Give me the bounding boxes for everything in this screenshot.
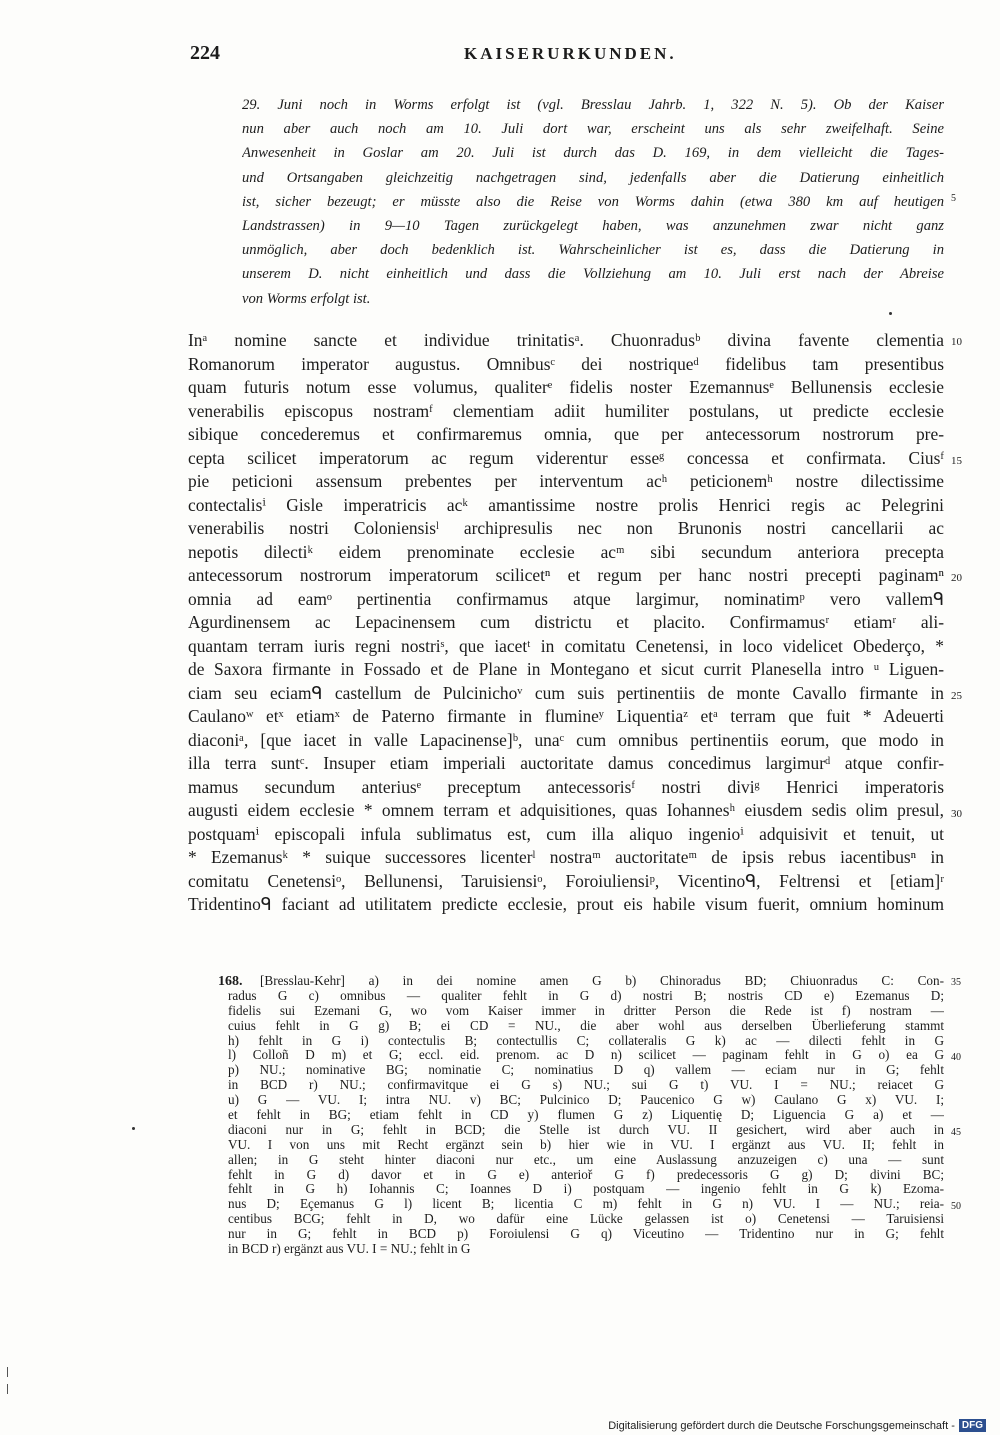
line-number: 5	[951, 193, 956, 204]
charter-line: * Ezemanusᵏ * suique successores licenterˡ nostraᵐ auctoritateᵐ de ipsis rebus iacentibusⁿ in	[188, 847, 944, 867]
intro-commentary	[242, 93, 944, 311]
footnote-line: p) NU.; nominative BG; nominatie C; nominatius D q) vallem — eciam nur in G; fehlt	[228, 1063, 944, 1078]
charter-line: Inᵃ nomine sancte et individue trinitatisᵃ. Chuonradusᵇ divina favente clementia	[188, 330, 944, 350]
footnote-line: nur in G; fehlt in BCD p) Foroiulensi G q) Viceutino — Tridentino nur in G; fehlt	[228, 1227, 944, 1242]
charter-line: pie peticioni assensum prebentes per interventum acʰ peticionemʰ nostre dilectissime	[188, 471, 944, 491]
scan-tick	[7, 1384, 8, 1394]
page-number: 224	[190, 42, 220, 64]
charter-line: Romanorum imperator augustus. Omnibusᶜ dei nostriqueᵈ fidelibus tam presentibus	[188, 353, 944, 374]
footnote-line: u) G — VU. I; intra NU. v) BC; Pulcinico D; Paucenico G w) Caulano G x) VU. I;	[228, 1093, 944, 1108]
line-number: 15	[951, 455, 962, 467]
footnote-line: allen; in G steht hinter diaconi nur etc., um eine Auslassung anzuzeigen c) una — sunt	[228, 1152, 944, 1167]
charter-line: Agurdinensem ac Lepacinensem cum districtu et placito. Confirmamusʳ etiamʳ ali-	[188, 612, 944, 632]
charter-line: antecessorum nostrorum imperatorum scilicetⁿ et regum per hanc nostri precepti paginamⁿ	[188, 565, 944, 585]
footnote-line: et fehlt in BG; etiam fehlt in CD y) flumen G z) Liquentię D; Liguencia G a) et —	[228, 1108, 944, 1123]
line-number: 10	[951, 336, 962, 348]
charter-line: venerabilis episcopus nostramᶠ clementiam adiit humiliter postulans, ut predicte ecclesie	[188, 400, 944, 421]
intro-line: unmöglich, aber doch bedenklich ist. Wahrscheinlicher ist es, dass die Datierung in	[242, 242, 944, 259]
scan-tick	[7, 1367, 8, 1377]
footnote-line: cuius fehlt in G g) B; ei CD = NU., die aber wohl aus derselben Überlieferung stammt	[228, 1018, 944, 1033]
charter-line: augusti eidem ecclesie * omnem terram et adquisitiones, quas Iohannesʰ eiusdem sedis olim presul,	[188, 800, 944, 820]
charter-line: cepta scilicet imperatorum ac regum viderentur esseᵍ concessa et confirmata. Ciusᶠ	[188, 447, 944, 468]
charter-line: de Saxora firmante in Fossado et de Plane in Montegano et sicut currit Planesella intro ᵘ Liguen-	[188, 659, 944, 679]
scan-speck	[132, 1127, 135, 1130]
footnote-line: [Bresslau-Kehr] a) in dei nomine amen G b) Chinoradus BD; Chiuonradus C: Con-	[260, 974, 944, 988]
line-number: 40	[951, 1052, 961, 1063]
intro-line: Landstrassen) in 9—10 Tagen zurückgelegt haben, was anzunehmen zwar nicht ganz	[242, 217, 944, 234]
intro-line: unserem D. nicht einheitlich und dass die Vollziehung am 10. Juli erst nach der Abreise	[242, 266, 944, 283]
charter-line: comitatu Cenetensiᵒ, Bellunensi, Taruisiensiᵒ, Foroiuliensiᵖ, Vicentinoᑫ, Feltrensi et [etiam]ʳ	[188, 870, 944, 891]
charter-line: Caulanoʷ etˣ etiamˣ de Paterno firmante in flumineʸ Liquentiaᶻ etᵃ terram que fuit * Adeuerti	[188, 706, 944, 726]
charter-line: postquamⁱ episcopali infula sublimatus est, cum illa aliquo ingenioⁱ adquisivit et tenuit, ut	[188, 823, 944, 844]
footnote-line: h) fehlt in G i) contectulis B; contectullis C; collateralis G k) ac — dilecti fehlt in G	[228, 1033, 944, 1048]
footnotes	[218, 974, 944, 1257]
scan-speck	[889, 312, 892, 315]
footnote-line: centibus BCG; fehlt in D, wo dafür eine Lücke gelassen ist o) Cenetensi — Taruisiensi	[228, 1212, 944, 1227]
intro-line: Anwesenheit in Goslar am 20. Juli ist durch das D. 169, in dem vielleicht die Tages-	[242, 145, 944, 162]
charter-line: quam futuris notum esse volumus, qualiterᵉ fidelis noster Ezemannusᵉ Bellunensis ecclesie	[188, 377, 944, 397]
charter-line: nepotis dilectiᵏ eidem prenominate ecclesie acᵐ sibi secundum anteriora precepta	[188, 541, 944, 562]
charter-line: Tridentinoᑫ faciant ad utilitatem predicte ecclesie, prout eis habile visum fuerit, omnium hominum	[188, 894, 944, 914]
dfg-logo: DFG	[959, 1419, 986, 1432]
line-number: 50	[951, 1201, 961, 1212]
footnote-line: fehlt in G d) davor et in G e) anterioř G f) predecessoris G g) D; divini BC;	[228, 1167, 944, 1182]
document-number: 168.	[218, 974, 243, 989]
footnote-line: fehlt in G h) Iohannis C; Ioannes D i) postquam — ingenio fehlt in G k) Ezoma-	[228, 1182, 944, 1197]
charter-line: omnia ad eamᵒ pertinentia confirmamus atque largimur, nominatimᵖ vero vallemᑫ	[188, 588, 944, 609]
charter-line: diaconiᵃ, [que iacet in valle Lapacinense]ᵇ, unaᶜ cum omnibus pertinentiis eorum, que modo in	[188, 729, 944, 750]
intro-line: 29. Juni noch in Worms erfolgt ist (vgl. Bresslau Jahrb. 1, 322 N. 5). Ob der Kaiser	[242, 97, 944, 113]
intro-line: ist, sicher bezeugt; er müsste also die Reise von Worms dahin (etwa 380 km auf heutigen	[242, 193, 944, 210]
charter-line: ciam seu eciamᑫ castellum de Pulcinichoᵛ cum suis pertinentiis de monte Cavallo firmante in	[188, 682, 944, 703]
charter-text	[188, 329, 944, 917]
charter-line: quantam terram iuris regni nostriˢ, que iacetᵗ in comitatu Cenetensi, in loco videlicet Obederço, *	[188, 635, 944, 656]
footnote-line: in BCD r) ergänzt aus VU. I = NU.; fehlt in G	[228, 1242, 471, 1257]
digitization-footer	[608, 1419, 986, 1432]
charter-line: mamus secundum anteriusᵉ preceptum antecessorisᶠ nostri diviᵍ Henrici imperatoris	[188, 776, 944, 797]
footnote-line: l) Colloñ D m) et G; eccl. eid. prenom. ac D n) scilicet — paginam fehlt in G o) ea G	[228, 1048, 944, 1063]
line-number: 45	[951, 1127, 961, 1138]
intro-line: und Ortsangaben gleichzeitig nachgetragen sind, jedenfalls aber die Datierung einheitlich	[242, 169, 944, 186]
footnote-line: nus D; Eçemanus G l) licent B; licentia C m) fehlt in G n) VU. I — NU.; reia-	[228, 1197, 944, 1212]
footnote-line: VU. I von uns mit Recht ergänzt sein b) hier wie in VU. I ergänzt aus VU. II; fehlt in	[228, 1137, 944, 1152]
intro-line: von Worms erfolgt ist.	[242, 290, 371, 307]
line-number: 35	[951, 977, 961, 988]
footnote-line: diaconi nur in G; fehlt in BCD; die Stelle ist durch VU. II gesichert, wird aber auch in	[228, 1122, 944, 1137]
footnote-line: in BCD r) NU.; confirmavitque ei G s) NU.; sui G t) VU. I = NU.; reiacet G	[228, 1078, 944, 1093]
charter-line: sibique concederemus et confirmaremus omnia, que per antecessorum nostrorum pre-	[188, 424, 944, 444]
charter-line: contectalisⁱ Gisle imperatricis acᵏ amantissime nostre prolis Henrici regis ac Pelegrini	[188, 494, 944, 515]
line-number: 20	[951, 572, 962, 584]
footnote-line: fidelis sui Ezemani G, wo vom Kaiser immer in dritter Person die Rede ist f) nostram —	[228, 1003, 944, 1018]
charter-line: venerabilis nostri Coloniensisˡ archipresulis nec non Brunonis nostri cancellarii ac	[188, 518, 944, 538]
intro-line: nun aber auch noch am 10. Juli dort war, erscheint uns als sehr zweifelhaft. Seine	[242, 121, 944, 138]
line-number: 25	[951, 690, 962, 702]
footnote-line: radus G c) omnibus — qualiter fehlt in G d) nostri B; nostris CD e) Ezemanus D;	[228, 988, 944, 1003]
line-number: 30	[951, 808, 962, 820]
charter-line: illa terra suntᶜ. Insuper etiam imperiali auctoritate damus concedimus largimurᵈ atque confir-	[188, 753, 944, 773]
running-title: KAISERURKUNDEN.	[464, 44, 677, 63]
footer-text: Digitalisierung gefördert durch die Deutsche Forschungsgemeinschaft -	[608, 1419, 955, 1432]
